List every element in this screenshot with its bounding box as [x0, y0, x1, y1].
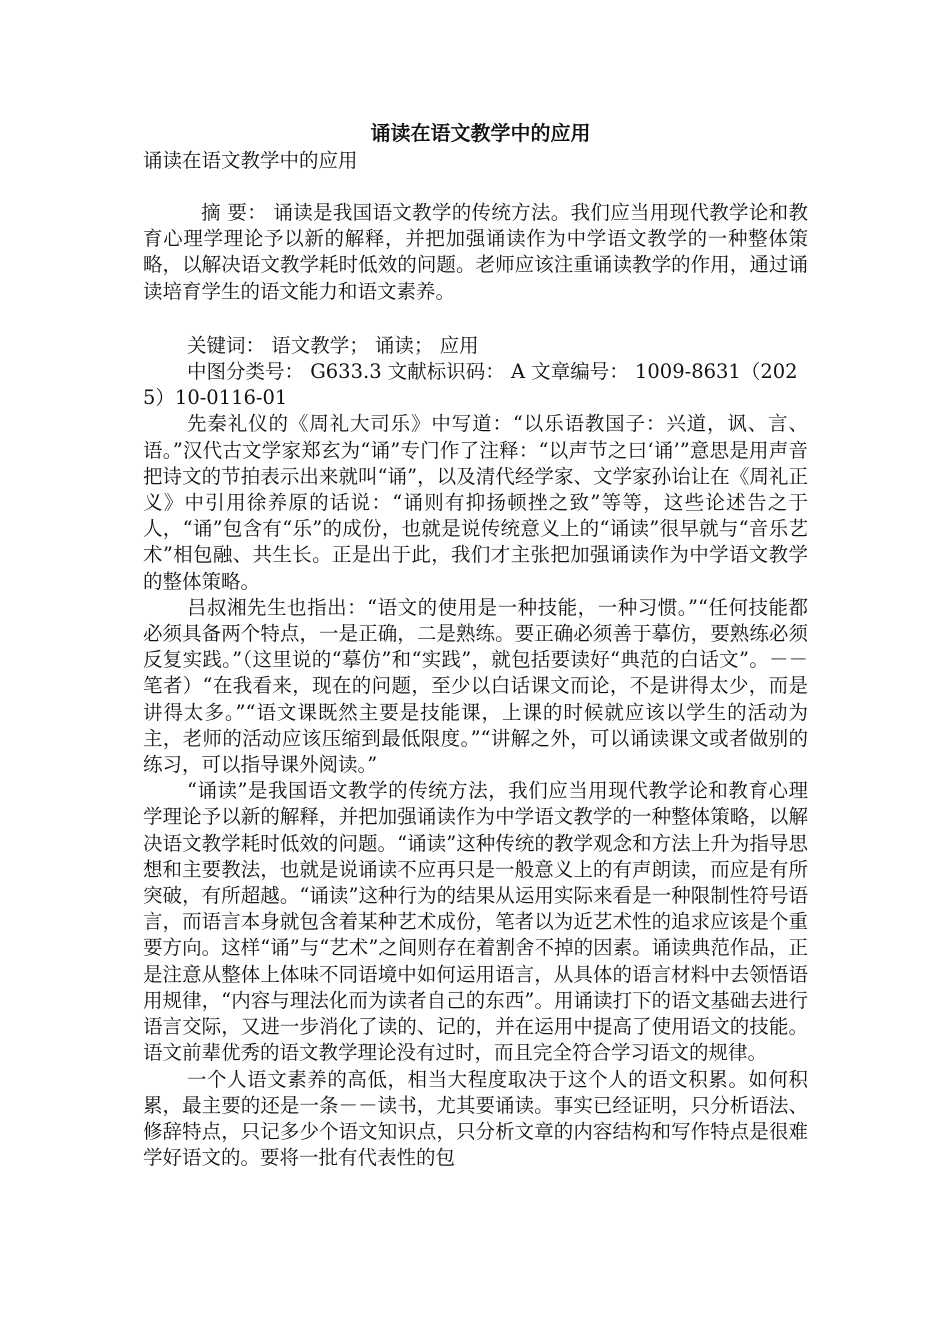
document-page: [143, 118, 808, 1171]
abstract-paragraph: 摘 要： 诵读是我国语文教学的传统方法。我们应当用现代教学论和教育心理学理论予以新的解释，并把加强诵读作为中学语文教学的一种整体策略，以解决语文教学耗时低效的问题。老师应该注重诵读教学的作用，通过诵读培育学生的语文能力和语文素养。: [143, 201, 808, 303]
classification-line: 中图分类号： G633.3 文献标识码： A 文章编号： 1009-8631（2025）10-0116-01: [143, 360, 798, 410]
keywords-line: 关键词： 语文教学； 诵读； 应用: [187, 333, 479, 357]
body-paragraph: 一个人语文素养的高低，相当大程度取决于这个人的语文积累。如何积累，最主要的还是一条－－读书，尤其要诵读。事实已经证明，只分析语法、修辞特点，只记多少个语文知识点，只分析文章的内容结构和写作特点是很难学好语文的。要将一批有代表性的包: [143, 1067, 808, 1170]
body-paragraph: 先秦礼仪的《周礼大司乐》中写道：“以乐语教国子：兴道，讽、言、语。”汉代古文学家郑玄为“诵”专门作了注释：“以声节之曰‘诵’”意思是用声音把诗文的节拍表示出来就叫“诵”，以及清代经学家、文学家孙诒让在《周礼正义》中引用徐养原的话说：“诵则有抑扬顿挫之致”等等，这些论述告之于人，“诵”包含有“乐”的成份，也就是说传统意义上的“诵读”很早就与“音乐艺术”相包融、共生长。正是出于此，我们才主张把加强诵读作为中学语文教学的整体策略。: [143, 412, 808, 593]
body-paragraph: “诵读”是我国语文教学的传统方法，我们应当用现代教学论和教育心理学理论予以新的解释，并把加强诵读作为中学语文教学的一种整体策略，以解决语文教学耗时低效的问题。“诵读”这种传统的教学观念和方法上升为指导思想和主要教法，也就是说诵读不应再只是一般意义上的有声朗读，而应是有所突破，有所超越。“诵读”这种行为的结果从运用实际来看是一种限制性符号语言，而语言本身就包含着某种艺术成份，笔者以为近艺术性的追求应该是个重要方向。这样“诵”与“艺术”之间则存在着割舍不掉的因素。诵读典范作品，正是注意从整体上体味不同语境中如何运用语言，从具体的语言材料中去领悟语用规律，“内容与理法化而为读者自己的东西”。用诵读打下的语文基础去进行语言交际，又进一步消化了读的、记的，并在运用中提高了使用语文的技能。语文前辈优秀的语文教学理论没有过时，而且完全符合学习语文的规律。: [143, 779, 808, 1065]
document-title: 诵读在语文教学中的应用: [370, 121, 591, 145]
document-subtitle: 诵读在语文教学中的应用: [143, 149, 358, 172]
body-paragraph: 吕叔湘先生也指出：“语文的使用是一种技能，一种习惯。”“任何技能都必须具备两个特点，一是正确，二是熟练。要正确必须善于摹仿，要熟练必须反复实践。”（这里说的“摹仿”和“实践”，就包括要读好“典范的白话文”。－－笔者）“在我看来，现在的问题，至少以白话课文而论，不是讲得太少，而是讲得太多。”“语文课既然主要是技能课，上课的时候就应该以学生的活动为主，老师的活动应该压缩到最低限度。”“讲解之外，可以诵读课文或者做别的练习，可以指导课外阅读。”: [143, 595, 808, 777]
